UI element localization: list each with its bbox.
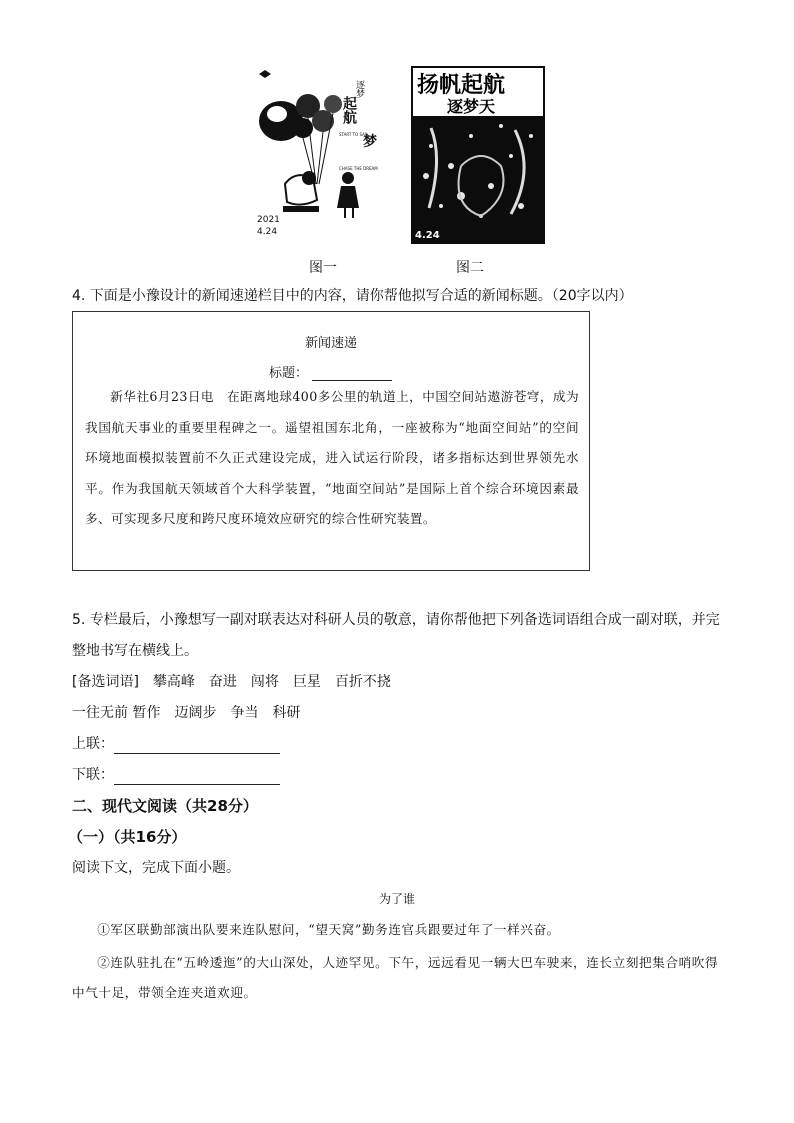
poster-2-headline-1: 扬帆起航: [417, 73, 506, 98]
candidate-words-line-1: [备选词语] 攀高峰 奋进 闯将 巨星 百折不挠: [72, 674, 391, 690]
reading-instruction: 阅读下文，完成下面小题。: [72, 860, 240, 876]
figure-2-poster: [411, 66, 545, 244]
figure-1-caption: 图一: [309, 260, 337, 276]
news-box-title: 新闻速递: [304, 336, 357, 351]
poster-1-tiny-text-2: CHASE THE DREAM: [339, 166, 378, 171]
news-title-blank[interactable]: [312, 366, 392, 381]
poster-1-vertical-text-1: 逐梦: [354, 80, 364, 98]
poster-1-vertical-text-2: 起航: [341, 96, 357, 124]
poster-2-date: 4.24: [415, 230, 440, 241]
poster-2-illustration: [411, 66, 545, 244]
news-title-label: 标题：: [269, 366, 309, 381]
news-box: [72, 311, 590, 571]
poster-1-year: 2021: [257, 215, 280, 225]
poster-2-headline-2: 逐梦天: [447, 97, 496, 116]
upper-couplet-label: 上联：: [72, 736, 114, 752]
section-2-sub-heading: （一）（共16分）: [68, 828, 187, 846]
upper-couplet-blank[interactable]: [114, 739, 280, 754]
poster-1-illustration: [253, 66, 387, 242]
question-5-prompt-line-2: 整地书写在横线上。: [72, 643, 198, 659]
question-5-prompt-line-1: 5. 专栏最后，小豫想写一副对联表达对科研人员的敬意，请你帮他把下列备选词语组合成一副对联，并完: [72, 612, 720, 628]
poster-1-tiny-text: START TO SAIL: [339, 132, 369, 137]
lower-couplet-field: [72, 765, 280, 785]
lower-couplet-blank[interactable]: [114, 770, 280, 785]
lower-couplet-label: 下联：: [72, 767, 114, 783]
question-4-prompt: 4. 下面是小豫设计的新闻速递栏目中的内容，请你帮他拟写合适的新闻标题。（20字以内）: [72, 288, 633, 304]
figure-1-poster: [253, 66, 387, 242]
section-2-heading: 二、现代文阅读（共28分）: [72, 797, 258, 815]
poster-1-vertical-text-3: 梦: [363, 134, 377, 150]
essay-title: 为了谁: [378, 892, 415, 906]
candidate-words-line-2: 一往无前 暂作 迈阔步 争当 科研: [72, 705, 301, 721]
essay-paragraph-1: ①军区联勤部演出队要来连队慰问，“望天窝”勤务连官兵跟要过年了一样兴奋。: [97, 922, 560, 937]
figure-2-caption: 图二: [456, 260, 484, 276]
news-title-field: [269, 362, 392, 381]
poster-1-date: 4.24: [257, 227, 278, 237]
essay-paragraph-2: ②连队驻扎在“五岭逶迤”的大山深处，人迹罕见。下午，远远看见一辆大巴车驶来，连长立刻把集合哨吹得中气十足，带领全连夹道欢迎。: [72, 955, 719, 1000]
upper-couplet-field: [72, 734, 280, 754]
news-body: 新华社6月23日电 在距离地球400多公里的轨道上，中国空间站遨游苍穹，成为我国航天事业的重要里程碑之一。遥望祖国东北角，一座被称为“地面空间站”的空间环境地面模拟装置前不久正式建设完成，进入试运行阶段，诸多指标达到世界领先水平。作为我国航天领域首个大科学装置，“地面空间站”是国际上首个综合环境因素最多、可实现多尺度和跨尺度环境效应研究的综合性研究装置。: [85, 389, 579, 527]
